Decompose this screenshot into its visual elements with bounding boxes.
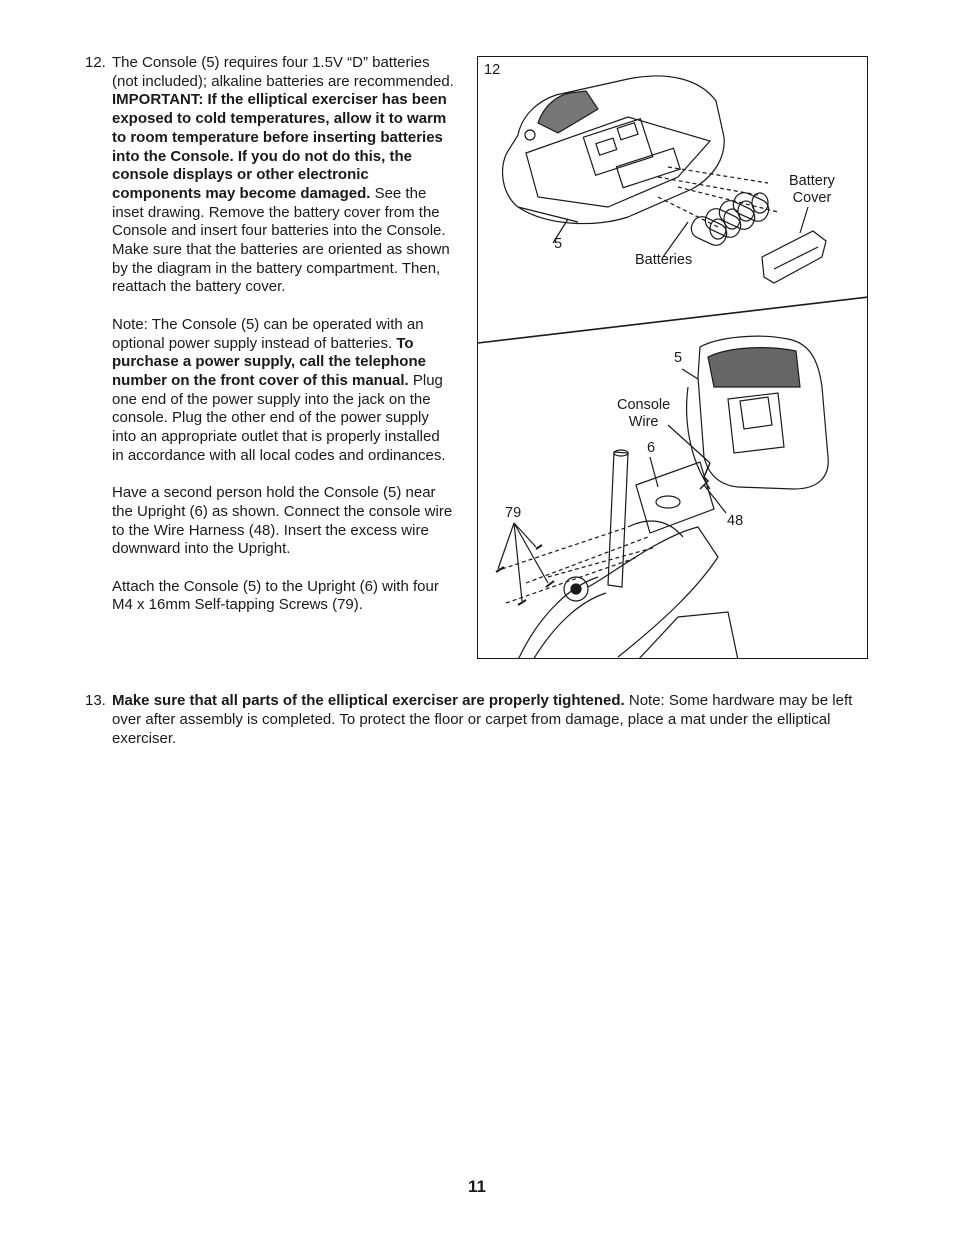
step-12-p2-note: Note: The Console (5) can be operated with an optional power supply instead of batteries. (112, 315, 424, 352)
label-batteries: Batteries (635, 252, 693, 268)
step-12-paragraph-4: Attach the Console (5) to the Upright (6) with four M4 x 16mm Self-tapping Screws (79). (112, 577, 439, 614)
step-13 (85, 691, 885, 748)
console-back-drawing (503, 76, 725, 224)
label-part-5: 5 (674, 350, 683, 366)
label-part-6: 6 (647, 440, 656, 456)
upright-tube-drawing (608, 452, 628, 587)
step-12-p1-instructions: See the inset drawing. Remove the battery cover from the Console and insert four batteries into the Console. Make sure that the batteries are oriented as shown by the diagram in the battery compartment. Then, reattach the battery cover. (112, 184, 450, 296)
battery-cover-drawing (762, 231, 826, 283)
step-12-number: 12. (85, 54, 106, 71)
assembly-illustration (478, 57, 868, 659)
step-13-note: Note: Some hardware may be left over after assembly is completed. To protect the floor or carpet from damage, place a mat under the elliptical exerciser. (112, 692, 853, 747)
step-12-p2-instructions: Plug one end of the power supply into the jack on the console. Plug the other end of the power supply into an appropriate outlet that is properly installed in accordance with all local codes and ordinances. (112, 371, 446, 464)
battery-guide-lines (658, 167, 778, 227)
step-13-bold-instruction: Make sure that all parts of the elliptical exerciser are properly tightened. (112, 692, 625, 709)
step-12-paragraph-2 (112, 316, 455, 466)
batteries-drawing (688, 189, 772, 248)
step-12-paragraph-1 (112, 54, 455, 297)
label-part-48: 48 (727, 513, 744, 529)
assembly-figure-12 (477, 56, 868, 659)
figure-step-label: 12 (484, 62, 501, 78)
page-number: 11 (468, 1177, 486, 1196)
step-12-important-warning: IMPORTANT: If the elliptical exerciser has been exposed to cold temperatures, allow it to warm to room temperature before inserting batteries into the Console. If you do not do this, the console displays or other electronic components may become damaged. (112, 91, 447, 202)
step-12-paragraph-3: Have a second person hold the Console (5) near the Upright (6) as shown. Connect the console wire to the Wire Harness (48). Insert the excess wire downward into the Upright. (112, 484, 453, 558)
step-12-p1-intro: The Console (5) requires four 1.5V “D” batteries (not included); alkaline batteries are recommended. (112, 54, 454, 90)
step-13-number: 13. (85, 692, 106, 709)
step-12-power-supply-note: To purchase a power supply, call the telephone number on the front cover of this manual. (112, 334, 426, 389)
label-console-wire: Console Wire (617, 397, 671, 430)
label-part-5-inset: 5 (554, 236, 563, 252)
step-12 (85, 54, 455, 634)
label-battery-cover: Battery Cover (789, 173, 835, 206)
label-part-79: 79 (505, 505, 522, 521)
